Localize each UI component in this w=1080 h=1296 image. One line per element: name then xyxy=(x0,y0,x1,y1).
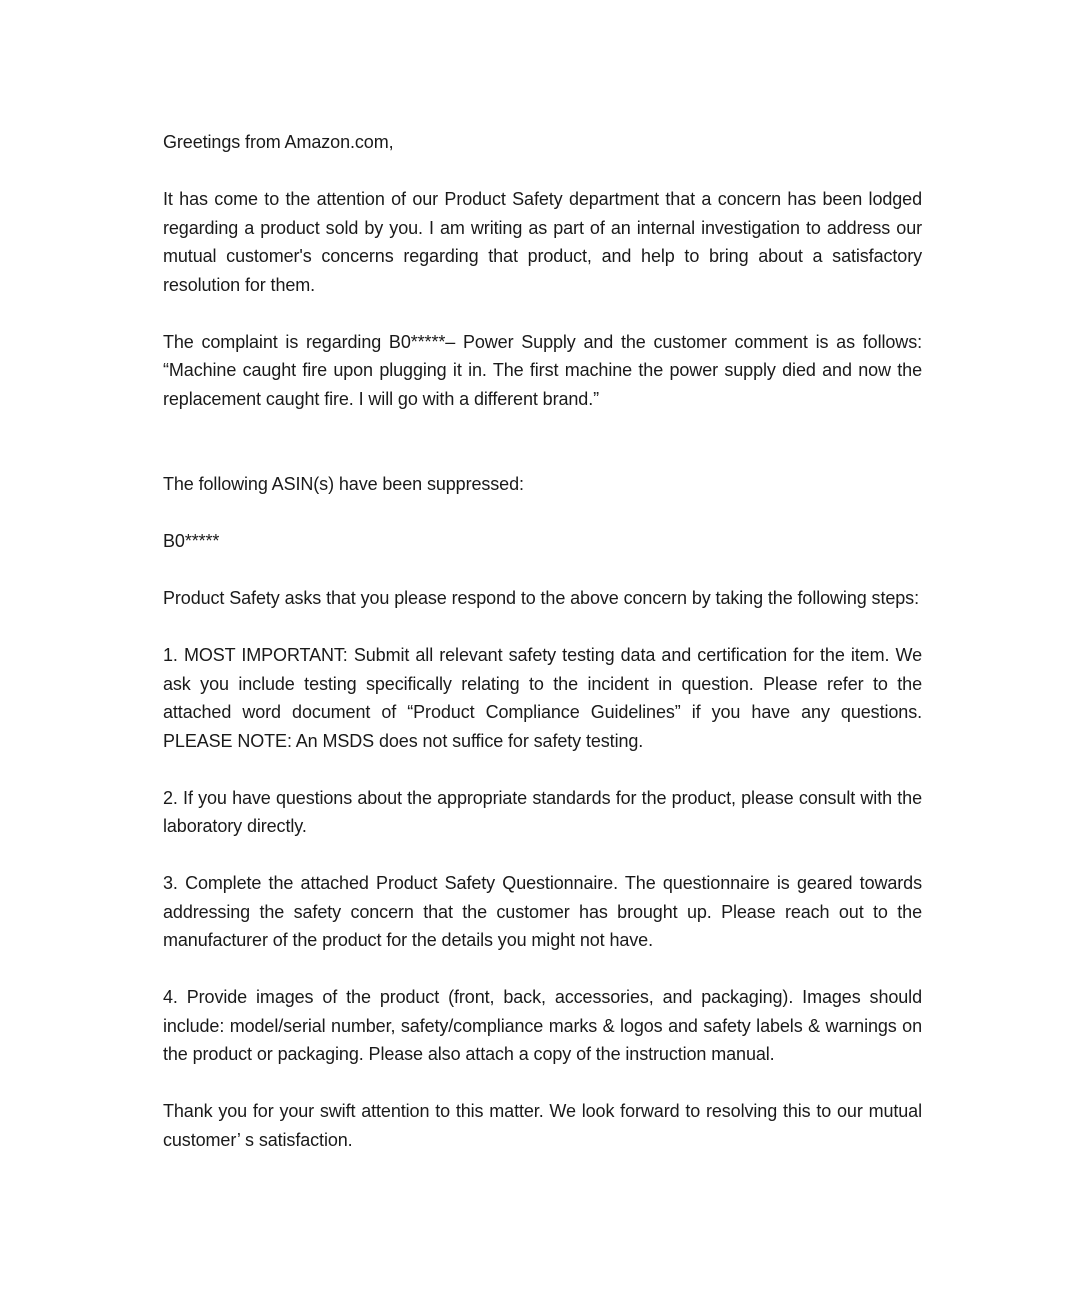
suppressed-heading: The following ASIN(s) have been suppressed: xyxy=(163,474,524,494)
greeting-line: Greetings from Amazon.com, xyxy=(163,132,394,152)
step-4-paragraph: 4. Provide images of the product (front, back, accessories, and packaging). Images should include: model/serial number, safety/compliance marks & logos and safety labels & warnings on the product or packaging. Please also attach a copy of the instruction manual. xyxy=(163,987,922,1064)
step-1-paragraph: 1. MOST IMPORTANT: Submit all relevant safety testing data and certification for the item. We ask you include testing specifically relating to the incident in question. Please refer to the attached word document of “Product Compliance Guidelines” if you have any questions. PLEASE NOTE: An MSDS does not suffice for safety testing. xyxy=(163,645,922,751)
complaint-paragraph: The complaint is regarding B0*****– Power Supply and the customer comment is as follows: “Machine caught fire upon plugging it in. The first machine the power supply died and now the replacement caught fire. I will go with a different brand.” xyxy=(163,331,922,409)
step-2-paragraph: 2. If you have questions about the appropriate standards for the product, please consult with the laboratory directly. xyxy=(163,787,922,836)
asin-code: B0***** xyxy=(163,531,220,551)
letter-body xyxy=(163,128,922,1183)
request-paragraph: Product Safety asks that you please respond to the above concern by taking the following steps: xyxy=(163,588,919,608)
closing-paragraph: Thank you for your swift attention to this matter. We look forward to resolving this to our mutual customer’ s satisfaction. xyxy=(163,1101,922,1150)
step-3-paragraph: 3. Complete the attached Product Safety Questionnaire. The questionnaire is geared towards addressing the safety concern that the customer has brought up. Please reach out to the manufacturer of the product for the details you might not have. xyxy=(163,873,922,950)
intro-paragraph: It has come to the attention of our Product Safety department that a concern has been lodged regarding a product sold by you. I am writing as part of an internal investigation to address our mutual customer's concerns regarding that product, and help to bring about a satisfactory resolution for them. xyxy=(163,189,922,295)
